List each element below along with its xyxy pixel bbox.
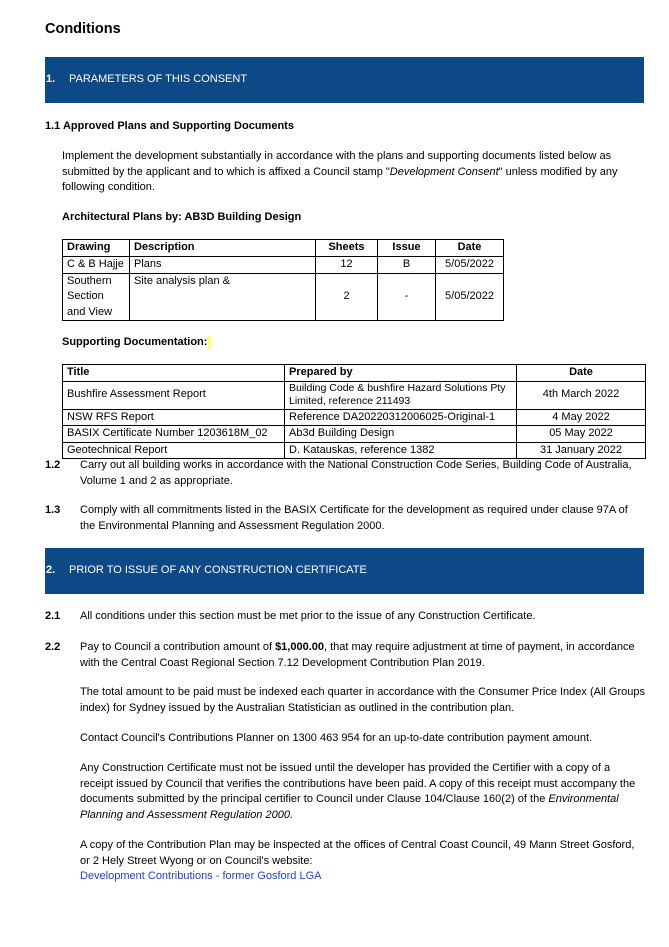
- table-cell: 5/05/2022: [436, 257, 504, 274]
- table-header-row: [63, 365, 646, 382]
- table-cell: Reference DA20220312006025-Original-1: [285, 409, 517, 426]
- column-header: Issue: [378, 240, 436, 257]
- column-header: Title: [63, 365, 285, 382]
- condition-2-1-number: 2.1: [45, 610, 61, 622]
- section-1-header: [45, 57, 644, 103]
- table-cell: NSW RFS Report: [63, 409, 285, 426]
- condition-2-2-number: 2.2: [45, 641, 61, 653]
- column-header: Description: [130, 240, 316, 257]
- column-header: Date: [517, 365, 646, 382]
- subsection-1-1-paragraph: Implement the development substantially in accordance with the plans and supporting documents listed below as submitted by the applicant and to which is affixed a Council stamp "Development Consent" unless modified by any following condition.: [62, 150, 618, 193]
- table-row: [63, 273, 504, 321]
- column-header: Date: [436, 240, 504, 257]
- table-cell: BASIX Certificate Number 1203618M_02: [63, 426, 285, 443]
- table-cell: Building Code & bushfire Hazard Solutions Pty Limited, reference 211493: [285, 381, 517, 409]
- table-header-row: [63, 240, 504, 257]
- contribution-amount: $1,000.00: [275, 641, 324, 653]
- table-cell: Bushfire Assessment Report: [63, 381, 285, 409]
- supporting-documents-table: [62, 364, 646, 459]
- table-cell: 31 January 2022: [517, 442, 646, 459]
- table-row: [63, 442, 646, 459]
- table-row: [63, 426, 646, 443]
- table-row: [63, 257, 504, 274]
- condition-1-2-number: 1.2: [45, 459, 61, 471]
- supporting-documentation-heading: Supporting Documentation:: [62, 335, 211, 351]
- column-header: Sheets: [316, 240, 378, 257]
- section-2-number: 2.: [46, 564, 56, 577]
- table-cell: 2: [316, 273, 378, 321]
- table-cell: Southern Section and View: [63, 273, 130, 321]
- page-title: Conditions: [45, 21, 121, 37]
- section-2-header: [45, 548, 644, 594]
- column-header: Drawing: [63, 240, 130, 257]
- table-row: [63, 381, 646, 409]
- table-cell: D. Katauskas, reference 1382: [285, 442, 517, 459]
- condition-2-1-text: All conditions under this section must be met prior to the issue of any Construction Certificate.: [80, 610, 536, 622]
- architectural-plans-heading: Architectural Plans by: AB3D Building Design: [62, 211, 302, 223]
- table-cell: Plans: [130, 257, 316, 274]
- table-cell: Ab3d Building Design: [285, 426, 517, 443]
- condition-1-3-text: Comply with all commitments listed in the BASIX Certificate for the development as required under clause 97A of the Environmental Planning and Assessment Regulation 2000.: [80, 504, 628, 532]
- table-cell: C & B Hajje: [63, 257, 130, 274]
- table-cell: -: [378, 273, 436, 321]
- condition-1-2-text: Carry out all building works in accordance with the National Construction Code Series, Building Code of Australia, Volume 1 and 2 as appropriate.: [80, 459, 632, 487]
- table-cell: B: [378, 257, 436, 274]
- table-cell: 4 May 2022: [517, 409, 646, 426]
- table-cell: 4th March 2022: [517, 381, 646, 409]
- section-2-title: PRIOR TO ISSUE OF ANY CONSTRUCTION CERTIFICATE: [69, 564, 367, 577]
- condition-2-2-paragraph-2: The total amount to be paid must be indexed each quarter in accordance with the Consumer Price Index (All Groups index) for Sydney issued by the Australian Statistician as outlined in the contribution plan.: [80, 686, 645, 714]
- architectural-plans-table: [62, 239, 504, 321]
- condition-2-2-paragraph-1: Pay to Council a contribution amount of $1,000.00, that may require adjustment at time of payment, in accordance with the Central Coast Regional Section 7.12 Development Contribution Plan 2019.: [80, 641, 635, 669]
- condition-2-2-paragraph-5: A copy of the Contribution Plan may be inspected at the offices of Central Coast Council, 49 Mann Street Gosford, or 2 Hely Street Wyong or on Council's website: Development Contributions - former Gosford LGA: [80, 839, 635, 882]
- table-row: [63, 409, 646, 426]
- condition-2-2-paragraph-3: Contact Council's Contributions Planner on 1300 463 954 for an up-to-date contribution payment amount.: [80, 732, 593, 744]
- development-contributions-link[interactable]: Development Contributions - former Gosford LGA: [80, 870, 322, 882]
- section-1-number: 1.: [46, 73, 56, 86]
- subsection-1-1-title: 1.1 Approved Plans and Supporting Documents: [45, 120, 294, 132]
- condition-2-2-paragraph-4: Any Construction Certificate must not be issued until the developer has provided the Certifier with a copy of a receipt issued by Council that verifies the contributions have been paid. A copy of this receipt must accompany the documents submitted by the principal certifier to Council under Clause 104/Clause 160(2) of the Environmental Planning and Assessment Regulation 2000.: [80, 762, 636, 821]
- table-cell: 12: [316, 257, 378, 274]
- section-1-title: PARAMETERS OF THIS CONSENT: [69, 73, 248, 86]
- column-header: Prepared by: [285, 365, 517, 382]
- table-cell: 05 May 2022: [517, 426, 646, 443]
- table-cell: Site analysis plan &: [130, 273, 316, 321]
- table-cell: Geotechnical Report: [63, 442, 285, 459]
- table-cell: 5/05/2022: [436, 273, 504, 321]
- highlight-marker: [208, 336, 211, 349]
- condition-1-3-number: 1.3: [45, 504, 61, 516]
